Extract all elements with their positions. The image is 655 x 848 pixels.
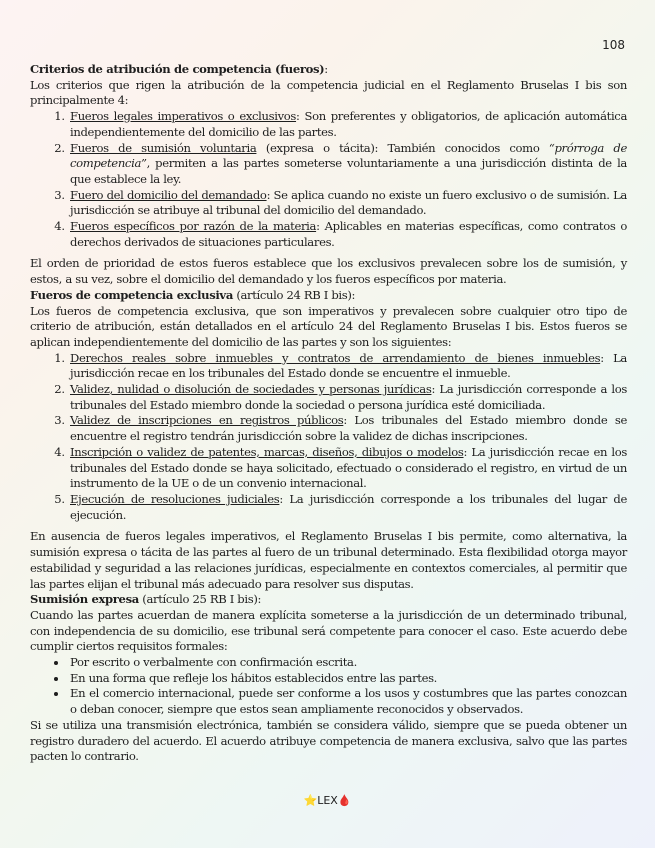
- list-item-text: : Los tribunales del Estado miembro donde se encuentre el registro tendrán jurisdicción sobre la validez de dichas inscripciones.: [70, 413, 627, 444]
- list-item-text: : La jurisdicción recae en los tribunales del Estado donde se haya solicitado, efectuado o considerado el registro, en virtud de un instrumento de la UE o de un convenio internacional.: [70, 444, 627, 491]
- heading-text: Fueros de competencia exclusiva: [30, 287, 233, 302]
- list-item-text-end: , permiten a las partes someterse voluntariamente a una jurisdicción distinta de la que establece la ley.: [70, 156, 627, 186]
- section-intro: Los fueros de competencia exclusiva, que son imperativos y prevalecen sobre cualquier otro tipo de criterio de atribución, están detallados en el artículo 24 del Reglamento Bruselas I bis. Estos fueros se aplican independientemente del domicilio de las partes y son los siguientes:: [30, 303, 627, 349]
- list-item-text: : La jurisdicción corresponde a los tribunales del Estado miembro donde la sociedad o persona jurídica esté domiciliada.: [70, 382, 627, 412]
- footer-text: LEX: [317, 794, 338, 807]
- list-item: [68, 492, 627, 523]
- list-item-text: : Aplicables en materias específicas, como contratos o derechos derivados de situaciones particulares.: [70, 219, 627, 249]
- list-item-term: Ejecución de resoluciones judiciales: [70, 491, 280, 506]
- list-item-term: Inscripción o validez de patentes, marcas, diseños, dibujos o modelos: [70, 444, 464, 459]
- criteria-list: [30, 109, 627, 250]
- list-item-text: : Se aplica cuando no existe un fuero exclusivo o de sumisión. La jurisdicción se atribuye al tribunal del domicilio del demandado.: [70, 187, 627, 218]
- heading-text: Criterios de atribución de competencia (fueros): [30, 62, 325, 76]
- list-item: [68, 219, 627, 250]
- star-icon: ⭐: [303, 794, 318, 807]
- footer-logo: [0, 794, 655, 807]
- section-heading-exclusiva: [30, 288, 627, 304]
- bullet-item: • Por escrito o verbalmente con confirmación escrita.: [68, 655, 627, 671]
- list-item-term: Fuero del domicilio del demandado: [70, 187, 267, 202]
- list-item-text: : Son preferentes y obligatorios, de aplicación automática independientemente del domicilio de las partes.: [70, 109, 628, 139]
- list-item: [68, 109, 627, 140]
- heading-suffix: :: [324, 62, 328, 76]
- section-intro: Cuando las partes acuerdan de manera explícita someterse a la jurisdicción de un determinado tribunal, con independencia de su domicilio, ese tribunal será competente para conocer el caso. Este acuerdo debe cumplir ciertos requisitos formales:: [30, 607, 627, 654]
- list-item-text: : La jurisdicción corresponde a los tribunales del lugar de ejecución.: [70, 491, 627, 522]
- list-item-text: (expresa o tácita): También conocidos como: [256, 140, 549, 155]
- section-closing: Si se utiliza una transmisión electrónica, también se considera válido, siempre que se pueda obtener un registro duradero del acuerdo. El acuerdo atribuye competencia de manera exclusiva, salvo que las partes pacten lo contrario.: [30, 717, 627, 764]
- list-item-term: Validez, nulidad o disolución de sociedades y personas jurídicas: [70, 382, 432, 397]
- document-body: [30, 62, 627, 765]
- list-item: [68, 382, 627, 413]
- section-closing: El orden de prioridad de estos fueros establece que los exclusivos prevalecen sobre los de sumisión, y estos, a su vez, sobre el domicilio del demandado y los fueros específicos por materia.: [30, 256, 627, 287]
- requirements-list: [30, 655, 627, 718]
- section-heading-sumision: [30, 592, 627, 608]
- list-item-text: : La jurisdicción recae en los tribunales del Estado donde se encuentre el inmueble.: [70, 350, 627, 381]
- list-item: [68, 413, 627, 444]
- list-item: [68, 351, 627, 382]
- heading-text: Sumisión expresa: [30, 592, 139, 607]
- section-closing: En ausencia de fueros legales imperativos, el Reglamento Bruselas I bis permite, como alternativa, la sumisión expresa o tácita de las partes al fuero de un tribunal determinado. Esta flexibilidad otorga mayor estabilidad y seguridad a las relaciones jurídicas, especialmente en contextos comerciales, al permitir que las partes elijan el tribunal más adecuado para resolver sus disputas.: [30, 529, 627, 591]
- list-item-emphasis: “prórroga de competencia”: [70, 140, 627, 171]
- list-item: [68, 188, 627, 219]
- heading-suffix: (artículo 25 RB I bis):: [138, 592, 262, 607]
- list-item-term: Fueros de sumisión voluntaria: [70, 140, 257, 155]
- list-item: [68, 445, 627, 492]
- list-item-term: Derechos reales sobre inmuebles y contratos de arrendamiento de bienes inmuebles: [70, 350, 601, 365]
- bullet-item: • En una forma que refleje los hábitos establecidos entre las partes.: [68, 671, 627, 687]
- section-intro: Los criterios que rigen la atribución de la competencia judicial en el Reglamento Bruselas I bis son principalmente 4:: [30, 77, 627, 108]
- list-item-term: Fueros específicos por razón de la materia: [70, 219, 317, 234]
- section-heading-fueros: [30, 62, 627, 78]
- heading-suffix: (artículo 24 RB I bis):: [232, 287, 356, 302]
- list-item-term: Validez de inscripciones en registros públicos: [70, 413, 344, 428]
- page-number: 108: [602, 38, 625, 52]
- list-item-term: Fueros legales imperativos o exclusivos: [70, 109, 297, 124]
- list-item: [68, 141, 627, 188]
- bullet-item: • En el comercio internacional, puede ser conforme a los usos y costumbres que las partes conozcan o deban conocer, siempre que estos sean ampliamente reconocidos y observados.: [68, 686, 627, 717]
- drop-icon: 🩸: [337, 794, 352, 807]
- exclusive-list: [30, 351, 627, 524]
